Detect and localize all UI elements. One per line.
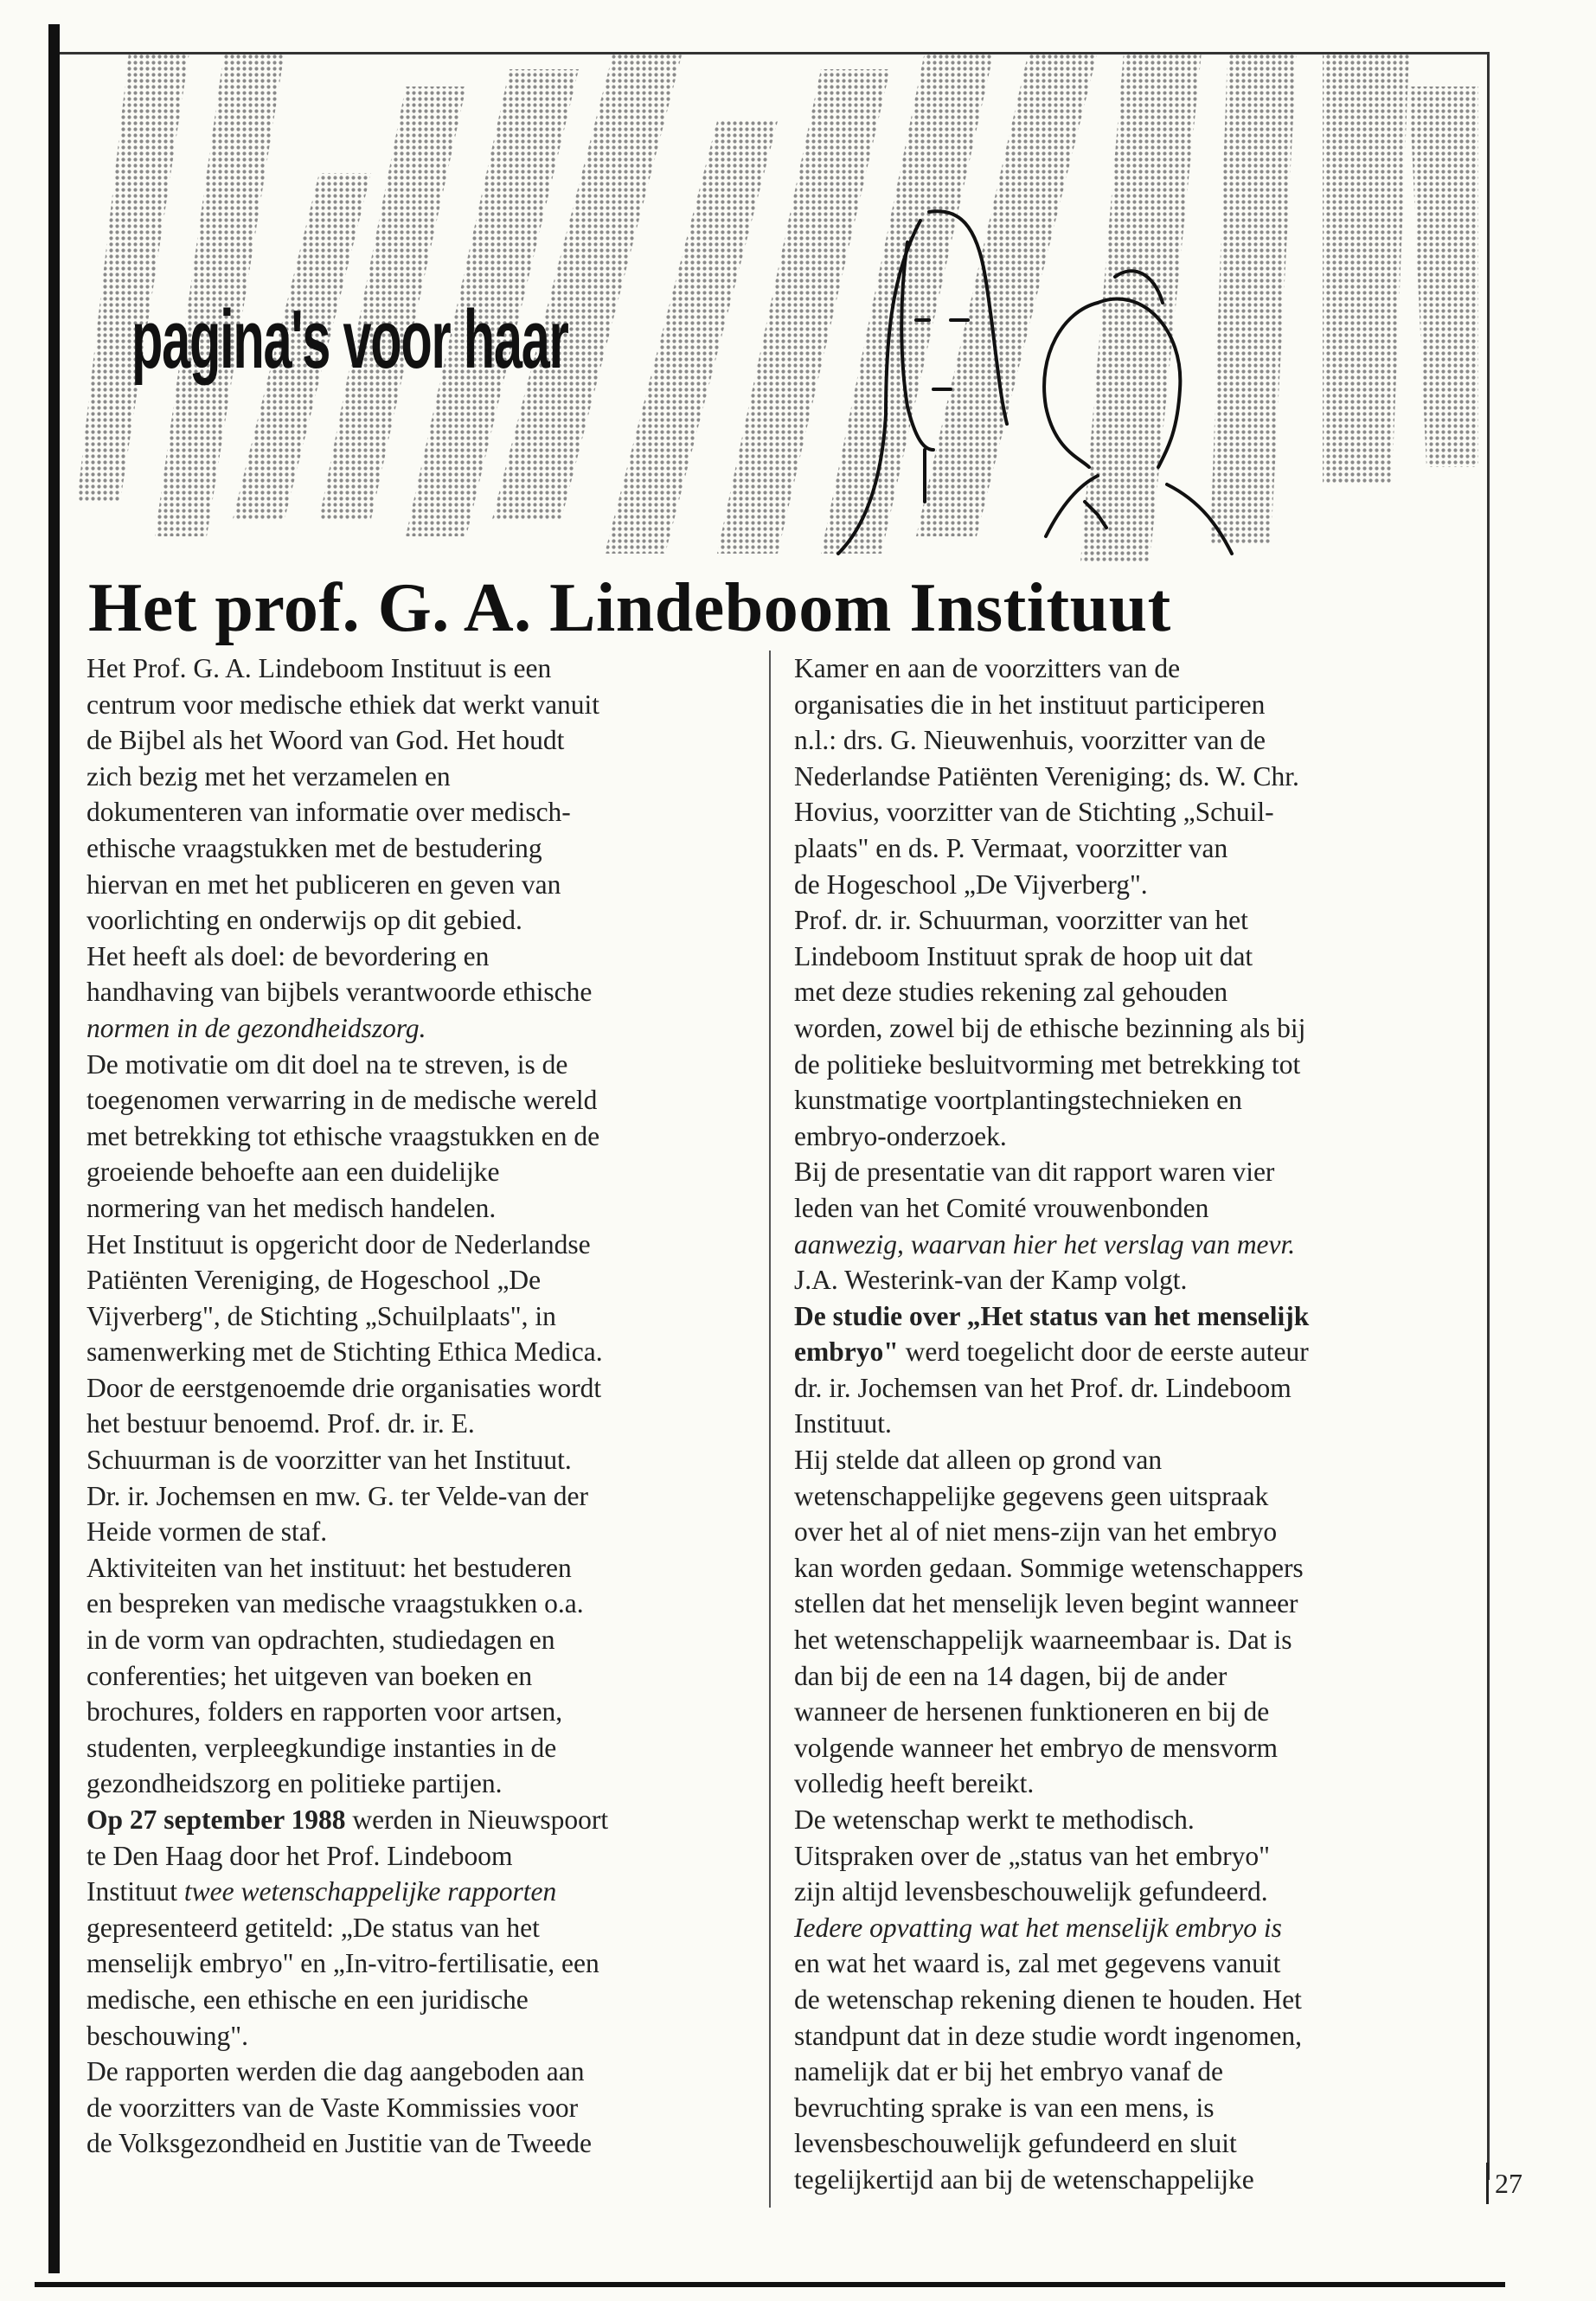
text-line: standpunt dat in deze studie wordt ingenomen, [794,2020,1302,2051]
text-line: bevruchting sprake is van een mens, is [794,2092,1215,2123]
text-line: te Den Haag door het Prof. Lindeboom [87,1840,513,1871]
column-divider [769,651,771,2208]
left-margin-bar [48,24,60,2273]
text-line: dokumenteren van informatie over medisch- [87,797,571,828]
text-line: dr. ir. Jochemsen van het Prof. dr. Lindeboom [794,1372,1292,1403]
text-line: beschouwing". [87,2020,248,2051]
text-line: Het Instituut is opgericht door de Nederlandse [87,1228,591,1259]
text-line: Iedere opvatting wat het menselijk embryo is [794,1912,1282,1943]
text-line: normen in de gezondheidszorg. [87,1012,426,1043]
text-line: Het Prof. G. A. Lindeboom Instituut is een [87,653,552,683]
text-line: het bestuur benoemd. Prof. dr. ir. E. [87,1408,475,1439]
text-line: samenwerking met de Stichting Ethica Medica. [87,1336,603,1368]
text-line: Nederlandse Patiënten Vereniging; ds. W. Chr. [794,760,1299,792]
text-line: embryo-onderzoek. [794,1120,1007,1151]
text-line: Instituut twee wetenschappelijke rapporten [87,1876,557,1907]
text-line: organisaties die in het instituut participeren [794,689,1266,720]
bottom-border-rule [35,2282,1505,2287]
text-line: aanwezig, waarvan hier het verslag van mevr. [794,1228,1296,1259]
text-line: wanneer de hersenen funktioneren en bij de [794,1696,1270,1727]
text-line: in de vorm van opdrachten, studiedagen en [87,1625,555,1656]
text-line: de Bijbel als het Woord van God. Het houdt [87,725,565,756]
text-line: zijn altijd levensbeschouwelijk gefundeerd. [794,1876,1268,1907]
text-line: Kamer en aan de voorzitters van de [794,653,1181,683]
text-line: volgende wanneer het embryo de mensvorm [794,1732,1278,1763]
text-line: wetenschappelijke gegevens geen uitspraak [794,1480,1269,1511]
text-line: groeiende behoefte aan een duidelijke [87,1157,500,1188]
text-line: plaats" en ds. P. Vermaat, voorzitter van [794,832,1228,863]
text-line: medische, een ethische en een juridische [87,1984,529,2015]
text-line: namelijk dat er bij het embryo vanaf de [794,2056,1223,2087]
text-line: zich bezig met het verzamelen en [87,760,451,792]
text-line: Heide vormen de staf. [87,1516,328,1548]
text-line: met betrekking tot ethische vraagstukken en de [87,1120,600,1151]
text-line: volledig heeft bereikt. [794,1768,1035,1799]
text-line: Het heeft als doel: de bevordering en [87,940,490,971]
text-line: De rapporten werden die dag aangeboden aan [87,2056,585,2087]
text-line: Op 27 september 1988 werden in Nieuwspoort [87,1804,609,1835]
text-line: levensbeschouwelijk gefundeerd en sluit [794,2128,1237,2159]
right-border-rule [1487,52,1490,2180]
text-line: met deze studies rekening zal gehouden [794,977,1228,1008]
text-line: normering van het medisch handelen. [87,1192,497,1223]
top-border-rule [60,52,1489,54]
text-line: en bespreken van medische vraagstukken o.a. [87,1588,584,1619]
text-line: Lindeboom Instituut sprak de hoop uit dat [794,940,1253,971]
text-line: centrum voor medische ethiek dat werkt vanuit [87,689,600,720]
text-line: tegelijkertijd aan bij de wetenschappelijke [794,2163,1254,2195]
article-title: Het prof. G. A. Lindeboom Instituut [88,569,1171,646]
text-line: Uitspraken over de „status van het embryo" [794,1840,1270,1871]
text-line: Hij stelde dat alleen op grond van [794,1445,1163,1476]
text-line: voorlichting en onderwijs op dit gebied. [87,905,522,936]
text-line: handhaving van bijbels verantwoorde ethische [87,977,593,1008]
text-line: n.l.: drs. G. Nieuwenhuis, voorzitter van de [794,725,1266,756]
text-line: menselijk embryo" en „In-vitro-fertilisatie, een [87,1948,599,1979]
text-line: dan bij de een na 14 dagen, bij de ander [794,1660,1227,1691]
text-line: kan worden gedaan. Sommige wetenschappers [794,1552,1304,1583]
text-line: leden van het Comité vrouwenbonden [794,1192,1209,1223]
text-line: ethische vraagstukken met de bestudering [87,832,542,863]
text-line: Bij de presentatie van dit rapport waren vier [794,1157,1275,1188]
text-line: de voorzitters van de Vaste Kommissies voor [87,2092,579,2123]
text-line: Aktiviteiten van het instituut: het bestuderen [87,1552,572,1583]
text-line: gezondheidszorg en politieke partijen. [87,1768,503,1799]
text-line: Door de eerstgenoemde drie organisaties wordt [87,1372,602,1403]
text-line: toegenomen verwarring in de medische wereld [87,1085,598,1116]
text-line: brochures, folders en rapporten voor artsen, [87,1696,563,1727]
text-line: en wat het waard is, zal met gegevens vanuit [794,1948,1281,1979]
text-line: Schuurman is de voorzitter van het Instituut. [87,1445,572,1476]
text-line: het wetenschappelijk waarneembaar is. Dat is [794,1625,1292,1656]
article-column-left [87,651,753,2162]
text-line: over het al of niet mens-zijn van het embryo [794,1516,1278,1548]
text-line: studenten, verpleegkundige instanties in de [87,1732,557,1763]
text-line: Prof. dr. ir. Schuurman, voorzitter van het [794,905,1248,936]
text-line: de politieke besluitvorming met betrekking tot [794,1048,1301,1080]
text-line: Patiënten Vereniging, de Hogeschool „De [87,1265,542,1296]
text-line: Instituut. [794,1408,892,1439]
text-line: Vijverberg", de Stichting „Schuilplaats", in [87,1300,556,1331]
text-line: De motivatie om dit doel na te streven, is de [87,1048,568,1080]
text-line: de Volksgezondheid en Justitie van de Tweede [87,2128,592,2159]
text-line: De wetenschap werkt te methodisch. [794,1804,1195,1835]
text-line: conferenties; het uitgeven van boeken en [87,1660,533,1691]
page-number-rule [1486,2163,1489,2204]
text-line: Hovius, voorzitter van de Stichting „Schuil- [794,797,1274,828]
page-number: 27 [1495,2168,1522,2199]
text-line: J.A. Westerink-van der Kamp volgt. [794,1265,1188,1296]
section-kicker: pagina's voor haar [131,293,568,386]
text-line: gepresenteerd getiteld: „De status van het [87,1912,540,1943]
article-column-right [794,651,1469,2198]
text-line: stellen dat het menselijk leven begint wanneer [794,1588,1298,1619]
text-line: hiervan en met het publiceren en geven van [87,868,561,900]
text-line: de Hogeschool „De Vijverberg". [794,868,1148,900]
text-line: worden, zowel bij de ethische bezinning als bij [794,1012,1306,1043]
text-line: Dr. ir. Jochemsen en mw. G. ter Velde-van der [87,1480,588,1511]
text-line: de wetenschap rekening dienen te houden. Het [794,1984,1302,2015]
text-line: embryo" werd toegelicht door de eerste auteur [794,1336,1309,1368]
text-line: kunstmatige voortplantingstechnieken en [794,1085,1242,1116]
text-line: De studie over „Het status van het menselijk [794,1300,1310,1331]
